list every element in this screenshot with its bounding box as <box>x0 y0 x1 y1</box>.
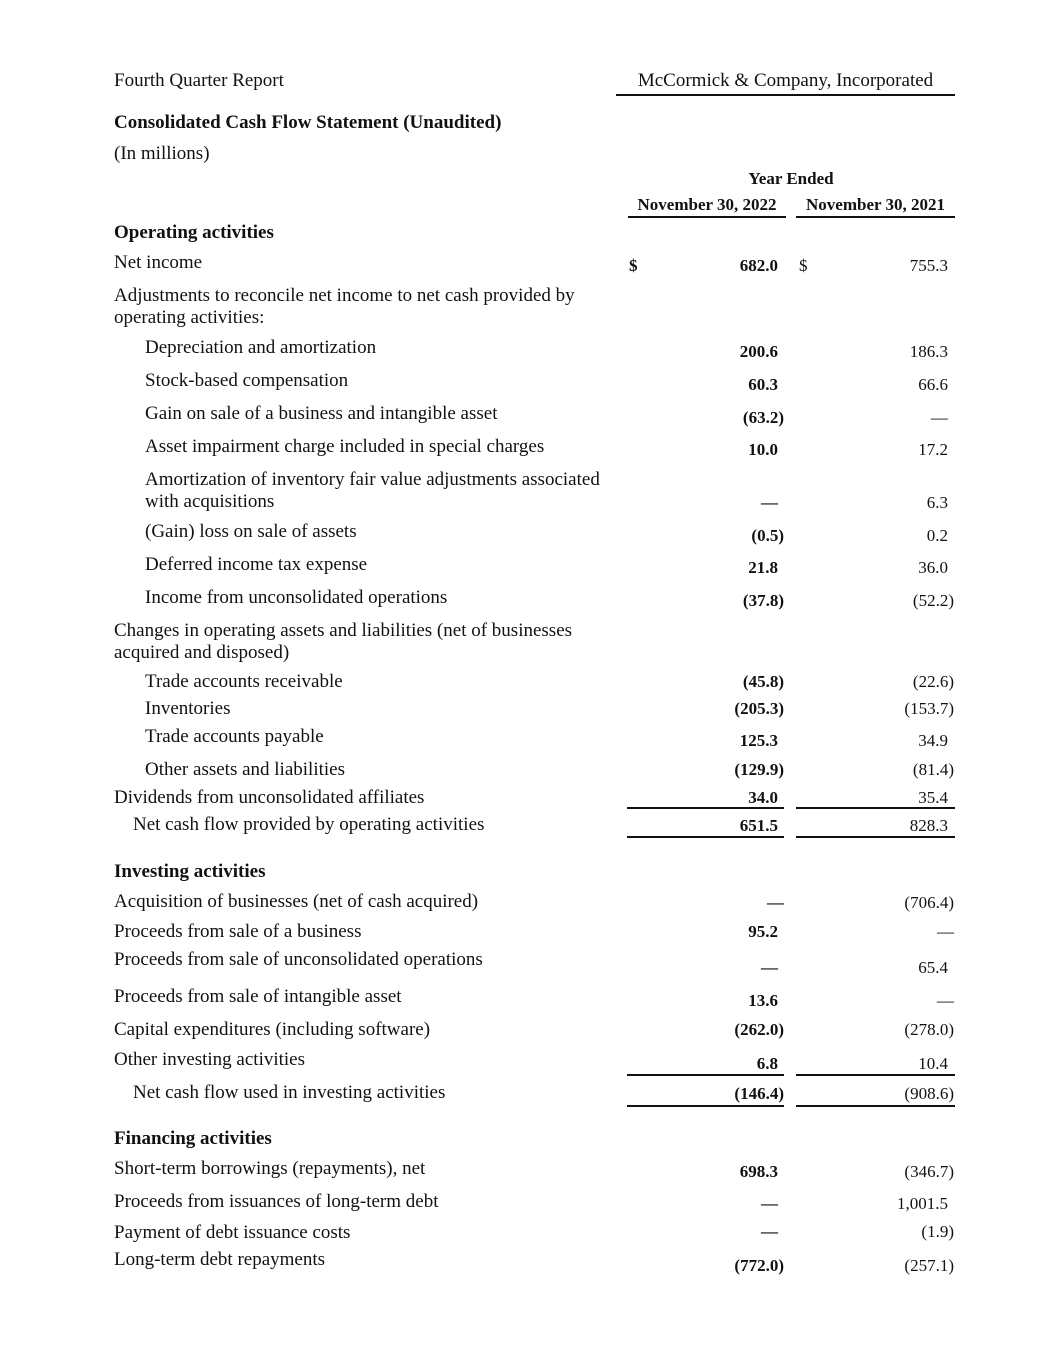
value-2022: 60.3 <box>748 375 778 394</box>
row-label: Stock-based compensation <box>145 370 349 391</box>
currency-symbol: $ <box>799 256 808 275</box>
value-2021: 36.0 <box>918 558 948 577</box>
value-2021: (22.6) <box>912 672 954 691</box>
currency-symbol: $ <box>629 256 638 275</box>
value-2021: (1.9) <box>921 1222 954 1241</box>
row-label: Income from unconsolidated operations <box>145 587 448 608</box>
row-label: Gain on sale of a business and intangible asset <box>145 403 498 424</box>
value-2022: — <box>761 1222 778 1241</box>
row-label: Net cash flow provided by operating activities <box>133 814 485 835</box>
company-name: McCormick & Company, Incorporated <box>616 70 955 96</box>
value-2021: 0.2 <box>926 526 948 545</box>
row-label: Long-term debt repayments <box>114 1249 326 1270</box>
value-2021: (908.6) <box>904 1084 954 1103</box>
value-2021: — <box>937 991 954 1010</box>
value-2021: 35.4 <box>918 788 948 807</box>
subtotal-rule <box>627 807 784 809</box>
value-2022: 13.6 <box>748 991 778 1010</box>
value-2022: (772.0) <box>734 1256 784 1275</box>
total-rule <box>627 836 784 838</box>
value-2021: (346.7) <box>904 1162 954 1181</box>
adjustments-heading: Adjustments to reconcile net income to net cash provided by operating activities: <box>114 285 575 328</box>
changes-heading: Changes in operating assets and liabilities (net of businesses acquired and disposed) <box>114 620 573 663</box>
value-2021: — <box>931 408 948 427</box>
units-note: (In millions) <box>114 143 210 164</box>
section-financing: Financing activities <box>114 1128 272 1149</box>
row-label: Net cash flow used in investing activities <box>133 1082 446 1103</box>
value-2021: 66.6 <box>918 375 948 394</box>
row-label: Proceeds from sale of unconsolidated operations <box>114 949 483 970</box>
value-2021: 65.4 <box>918 958 948 977</box>
section-operating: Operating activities <box>114 222 274 243</box>
row-label: Proceeds from issuances of long-term debt <box>114 1191 439 1212</box>
column-header-2022: November 30, 2022 <box>628 195 786 218</box>
value-2022: 651.5 <box>739 816 778 835</box>
value-2022: 682.0 <box>739 256 778 275</box>
value-2022: (37.8) <box>742 591 784 610</box>
value-2022: (146.4) <box>734 1084 784 1103</box>
row-label: Other assets and liabilities <box>145 759 345 780</box>
total-rule <box>796 1105 955 1107</box>
value-2021: (278.0) <box>904 1020 954 1039</box>
total-rule <box>627 1105 784 1107</box>
value-2022: 125.3 <box>739 731 778 750</box>
value-2021: 1,001.5 <box>897 1194 948 1213</box>
value-2022: 34.0 <box>748 788 778 807</box>
row-label: Net income <box>114 252 203 273</box>
row-label: Asset impairment charge included in special charges <box>145 436 545 457</box>
subtotal-rule <box>627 1074 784 1076</box>
value-2022: — <box>767 893 784 912</box>
value-2021: 186.3 <box>909 342 948 361</box>
value-2022: (205.3) <box>734 699 784 718</box>
value-2022: 200.6 <box>739 342 778 361</box>
row-label: Depreciation and amortization <box>145 337 377 358</box>
row-label: Short-term borrowings (repayments), net <box>114 1158 426 1179</box>
value-2022: 95.2 <box>748 922 778 941</box>
value-2021: 755.3 <box>909 256 948 275</box>
value-2022: 21.8 <box>748 558 778 577</box>
value-2022: (45.8) <box>742 672 784 691</box>
value-2022: (262.0) <box>734 1020 784 1039</box>
value-2021: 828.3 <box>909 816 948 835</box>
report-name: Fourth Quarter Report <box>114 70 284 91</box>
value-2022: — <box>761 493 778 512</box>
value-2022: (63.2) <box>742 408 784 427</box>
value-2022: 6.8 <box>756 1054 778 1073</box>
row-label: Other investing activities <box>114 1049 306 1070</box>
value-2022: — <box>761 958 778 977</box>
row-label: Capital expenditures (including software) <box>114 1019 431 1040</box>
section-investing: Investing activities <box>114 861 266 882</box>
value-2021: — <box>937 922 954 941</box>
subtotal-rule <box>796 1074 955 1076</box>
row-label: Dividends from unconsolidated affiliates <box>114 787 425 808</box>
statement-title: Consolidated Cash Flow Statement (Unaudited) <box>114 112 502 133</box>
column-header-2021: November 30, 2021 <box>796 195 955 218</box>
row-label: Inventories <box>145 698 231 719</box>
value-2021: (153.7) <box>904 699 954 718</box>
row-label: Proceeds from sale of intangible asset <box>114 986 402 1007</box>
value-2022: 698.3 <box>739 1162 778 1181</box>
value-2022: 10.0 <box>748 440 778 459</box>
value-2021: (257.1) <box>904 1256 954 1275</box>
row-label: Deferred income tax expense <box>145 554 368 575</box>
value-2021: 10.4 <box>918 1054 948 1073</box>
value-2021: 6.3 <box>926 493 948 512</box>
row-label: Payment of debt issuance costs <box>114 1222 351 1243</box>
row-label: Acquisition of businesses (net of cash acquired) <box>114 891 479 912</box>
value-2021: (706.4) <box>904 893 954 912</box>
subtotal-rule <box>796 807 955 809</box>
column-group-header: Year Ended <box>748 169 834 188</box>
value-2022: (129.9) <box>734 760 784 779</box>
value-2021: 34.9 <box>918 731 948 750</box>
row-label: Trade accounts receivable <box>145 671 343 692</box>
value-2021: (81.4) <box>912 760 954 779</box>
row-label: Trade accounts payable <box>145 726 324 747</box>
value-2021: (52.2) <box>912 591 954 610</box>
value-2021: 17.2 <box>918 440 948 459</box>
total-rule <box>796 836 955 838</box>
row-label: (Gain) loss on sale of assets <box>145 521 357 542</box>
value-2022: — <box>761 1194 778 1213</box>
row-label: Proceeds from sale of a business <box>114 921 362 942</box>
row-label: Amortization of inventory fair value adjustments associated with acquisitions <box>145 469 600 512</box>
value-2022: (0.5) <box>751 526 784 545</box>
